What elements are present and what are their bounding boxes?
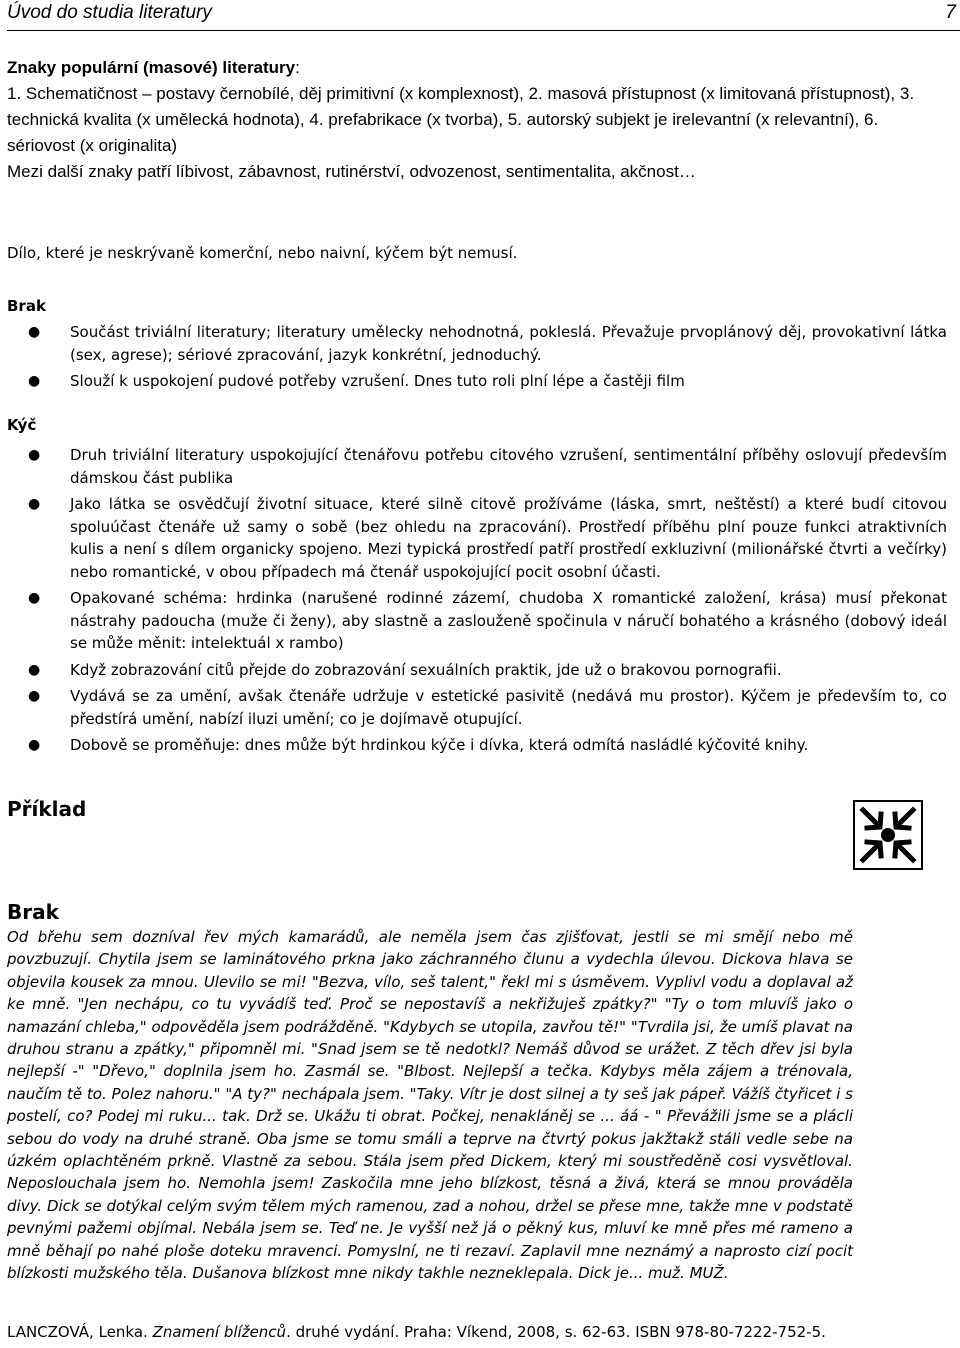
list-item xyxy=(7,587,947,655)
signs-list: 1. Schematičnost – postavy černobílé, děj primitivní (x komplexnost), 2. masová přístupnost (x limitovaná přístupnost), 3. technická kvalita (x umělecká hodnota), 4. prefabrikace (x tvorba), 5. autorský subjekt je irelevantní (x relevantní), 6. sériovost (x originalita) xyxy=(7,84,915,155)
example-heading: Příklad xyxy=(7,797,87,821)
list-item-text: Když zobrazování citů přejde do zobrazování sexuálních praktik, jde už o brakovou pornografii. xyxy=(70,660,782,679)
list-item xyxy=(7,370,947,393)
kyc-section xyxy=(7,414,947,757)
list-item xyxy=(7,685,947,730)
list-item-text: Opakované schéma: hrdinka (narušené rodinné zázemí, chudoba X romantické založení, krása) musí překonat nástrahy padoucha (muže či ženy), aby slastně a zaslouženě spočinula v náručí bohatého a krásného (dobový ideál se může měnit: intelektuál x rambo) xyxy=(70,589,947,652)
list-item xyxy=(7,734,947,757)
list-item-text: Druh triviální literatury uspokojující čtenářovu potřebu citového vzrušení, sentimentální příběhy oslovují především dámskou část publika xyxy=(70,446,947,487)
citation-author: LANCZOVÁ, Lenka. xyxy=(7,1323,148,1341)
brak-heading: Brak xyxy=(7,297,46,315)
bullet-icon: ● xyxy=(28,373,41,389)
bullet-icon: ● xyxy=(28,496,41,512)
brak-list xyxy=(7,321,947,393)
kyc-heading: Kýč xyxy=(7,416,37,434)
list-item-text: Součást triviální literatury; literatury umělecky nehodnotná, pokleslá. Převažuje prvoplánový děj, provokativní látka (sex, agrese); sériové zpracování, jazyk konkrétní, jednoduchý. xyxy=(70,323,947,364)
citation-title: Znamení blíženců xyxy=(152,1323,287,1341)
signs-heading: Znaky populární (masové) literatury xyxy=(7,58,296,77)
list-item xyxy=(7,321,947,366)
citation xyxy=(7,1323,953,1341)
bullet-icon: ● xyxy=(28,447,41,463)
bullet-icon: ● xyxy=(28,688,41,704)
list-item-text: Vydává se za umění, avšak čtenáře udržuje v estetické pasivitě (nedává mu prostor). Kýčem je především to, co předstírá umění, nabízí iluzi umění; co je dojímavě otupující. xyxy=(70,687,947,728)
page-number: 7 xyxy=(945,2,956,23)
bullet-icon: ● xyxy=(28,661,41,678)
list-item xyxy=(7,493,947,583)
example-icon xyxy=(853,800,923,870)
dilo-paragraph: Dílo, které je neskrývaně komerční, nebo naivní, kýčem být nemusí. xyxy=(7,244,518,262)
header-title: Úvod do studia literatury xyxy=(7,2,212,23)
citation-details: . druhé vydání. Praha: Víkend, 2008, s. 62-63. ISBN 978-80-7222-752-5. xyxy=(286,1323,826,1341)
other-signs: Mezi další znaky patří líbivost, zábavnost, rutinérství, odvozenost, sentimentalita, akčnost… xyxy=(7,162,696,181)
example-subheading: Brak xyxy=(7,900,59,924)
list-item xyxy=(7,659,947,682)
signs-heading-colon: : xyxy=(295,58,300,77)
popular-literature-signs xyxy=(7,55,947,185)
kyc-list xyxy=(7,444,947,757)
list-item-text: Dobově se proměňuje: dnes může být hrdinkou kýče i dívka, která odmítá nasládlé kýčovité knihy. xyxy=(70,736,809,754)
bullet-icon: ● xyxy=(28,324,41,340)
bullet-icon: ● xyxy=(28,737,41,753)
brak-section xyxy=(7,295,947,393)
example-story: Od břehu sem dozníval řev mých kamarádů, ale neměla jsem čas zjišťovat, jestli se mi smějí nebo mě povzbuzují. Chytila jsem se laminátového prkna jako záchranného člunu a vydechla úlevou. Dickova hlava se objevila kousek za mnou. Ulevilo se mi! "Bezva, vílo, seš talent," řekl mi s úsměvem. Vyplivl vodu a doplaval až ke mně. "Jen nechápu, co tu vyvádíš teď. Proč se nepostavíš a nekřižuješ zpátky?" "Ty o tom mluvíš jako o namazání chleba," odpověděla jsem podrážděně. "Kdybych se utopila, zavřou tě!" "Tvrdila jsi, že umíš plavat na druhou stranu a zpátky," připomněl mi. "Snad jsem se tě nedotkl? Nemáš důvod se urážet. Z těch dřev jsi byla nejlepší -" "Dřevo," doplnila jsem ho. Zasmál se. "Blbost. Nejlepší a tečka. Kdybys měla zájem a trénovala, naučím tě to. Polez nahoru." "A ty?" nechápala jsem. "Taky. Vítr je dost silnej a ty seš jak pápeř. Vážíš čtyřicet i s postelí, co? Podej mi ruku... tak. Drž se. Ukážu ti obrat. Počkej, nenakláněj se ... áá - " Převážili jsme se a plácli sebou do vody na druhé straně. Oba jsme se tomu smáli a teprve na čtvrtý pokus jakžtakž stáli vedle sebe na úzkém oplachtěném prkně. Vlastně za sebou. Stála jsem před Dickem, který mi soustředěně cosi vysvětloval. Neposlouchala jsem ho. Nemohla jsem! Zaskočila mne jeho blízkost, těsná a živá, která se mnou prováděla divy. Dick se dotýkal celým svým tělem mých ramenou, zad a nohou, držel se přese mne, takže mne v podstatě pevnými pažemi objímal. Nebála jsem se. Teď ne. Je vyšší než já o pěkný kus, mluví ke mně přes mé rameno a mně běhají po nahé ploše doteku mravenci. Pomyslní, ne ti rezaví. Zaplavil mne neznámý a naprosto cizí pocit blízkosti mužského těla. Dušanova blízkost mne nikdy takhle nezneklepala. Dick je... muž. MUŽ. xyxy=(7,928,853,1283)
list-item xyxy=(7,444,947,489)
list-item-text: Slouží k uspokojení pudové potřeby vzrušení. Dnes tuto roli plní lépe a častěji film xyxy=(70,372,685,390)
list-item-text: Jako látka se osvědčují životní situace, které silně citově prožíváme (láska, smrt, neštěstí) a které budí citovou spoluúčast čtenáře už samy o sobě (bez ohledu na zpracování). Prostředí příběhu plní pouze funkci atraktivních kulis a není s dílem organicky spojeno. Mezi typická prostředí patří prostředí exkluzivní (milionářské čtvrti a večírky) nebo romantické, v obou případech má čtenář uspokojující pocit osobní účasti. xyxy=(70,495,947,581)
bullet-icon: ● xyxy=(28,590,41,606)
page-header xyxy=(7,2,960,31)
